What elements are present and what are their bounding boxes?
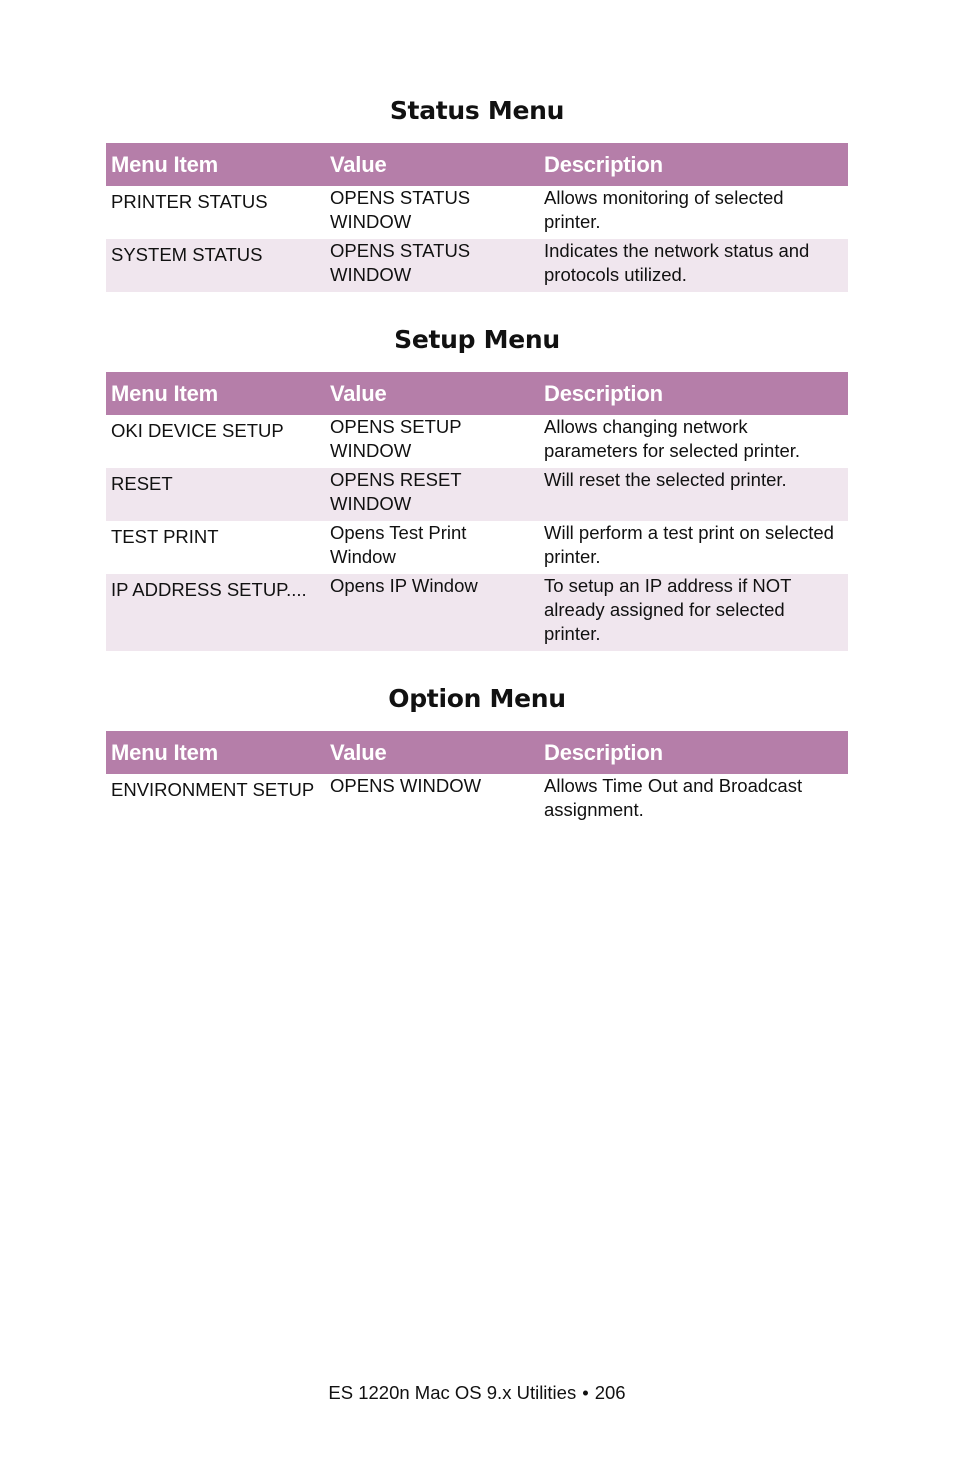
setup-menu-table (106, 372, 848, 651)
description-cell: To setup an IP address if NOT already assigned for selected printer. (539, 574, 848, 651)
value-cell: OPENS STATUS WINDOW (325, 239, 539, 292)
description-cell: Allows monitoring of selected printer. (539, 186, 848, 239)
column-header-value: Value (325, 143, 539, 186)
description-cell: Allows Time Out and Broadcast assignment. (539, 774, 848, 827)
footer-separator: • (582, 1382, 589, 1403)
page-number: 206 (594, 1382, 626, 1403)
table-header-row (106, 143, 848, 186)
option-menu-section (106, 682, 848, 827)
page-footer (0, 1381, 954, 1405)
table-header-row (106, 731, 848, 774)
table-row (106, 574, 848, 651)
value-cell: OPENS STATUS WINDOW (325, 186, 539, 239)
table-row (106, 468, 848, 521)
menu-item-cell: ENVIRONMENT SETUP (106, 774, 325, 827)
option-menu-table (106, 731, 848, 827)
table-row (106, 186, 848, 239)
column-header-value: Value (325, 372, 539, 415)
status-menu-section (106, 94, 848, 292)
value-cell: Opens IP Window (325, 574, 539, 651)
value-cell: Opens Test Print Window (325, 521, 539, 574)
column-header-description: Description (539, 731, 848, 774)
status-menu-table (106, 143, 848, 292)
value-cell: OPENS SETUP WINDOW (325, 415, 539, 468)
menu-item-cell: RESET (106, 468, 325, 521)
table-row (106, 521, 848, 574)
status-menu-title: Status Menu (389, 96, 565, 125)
column-header-value: Value (325, 731, 539, 774)
description-cell: Will reset the selected printer. (539, 468, 848, 521)
column-header-menu-item: Menu Item (106, 372, 325, 415)
table-row (106, 774, 848, 827)
description-cell: Indicates the network status and protocols utilized. (539, 239, 848, 292)
value-cell: OPENS RESET WINDOW (325, 468, 539, 521)
description-cell: Allows changing network parameters for selected printer. (539, 415, 848, 468)
menu-item-cell: TEST PRINT (106, 521, 325, 574)
value-cell: OPENS WINDOW (325, 774, 539, 827)
setup-menu-title: Setup Menu (394, 325, 560, 354)
column-header-menu-item: Menu Item (106, 143, 325, 186)
menu-item-cell: PRINTER STATUS (106, 186, 325, 239)
description-cell: Will perform a test print on selected printer. (539, 521, 848, 574)
column-header-menu-item: Menu Item (106, 731, 325, 774)
menu-item-cell: SYSTEM STATUS (106, 239, 325, 292)
column-header-description: Description (539, 372, 848, 415)
menu-item-cell: OKI DEVICE SETUP (106, 415, 325, 468)
table-row (106, 415, 848, 468)
menu-item-cell: IP ADDRESS SETUP.... (106, 574, 325, 651)
table-header-row (106, 372, 848, 415)
option-menu-title: Option Menu (388, 684, 566, 713)
table-row (106, 239, 848, 292)
setup-menu-section (106, 323, 848, 651)
footer-doc-title: ES 1220n Mac OS 9.x Utilities (328, 1382, 577, 1403)
column-header-description: Description (539, 143, 848, 186)
